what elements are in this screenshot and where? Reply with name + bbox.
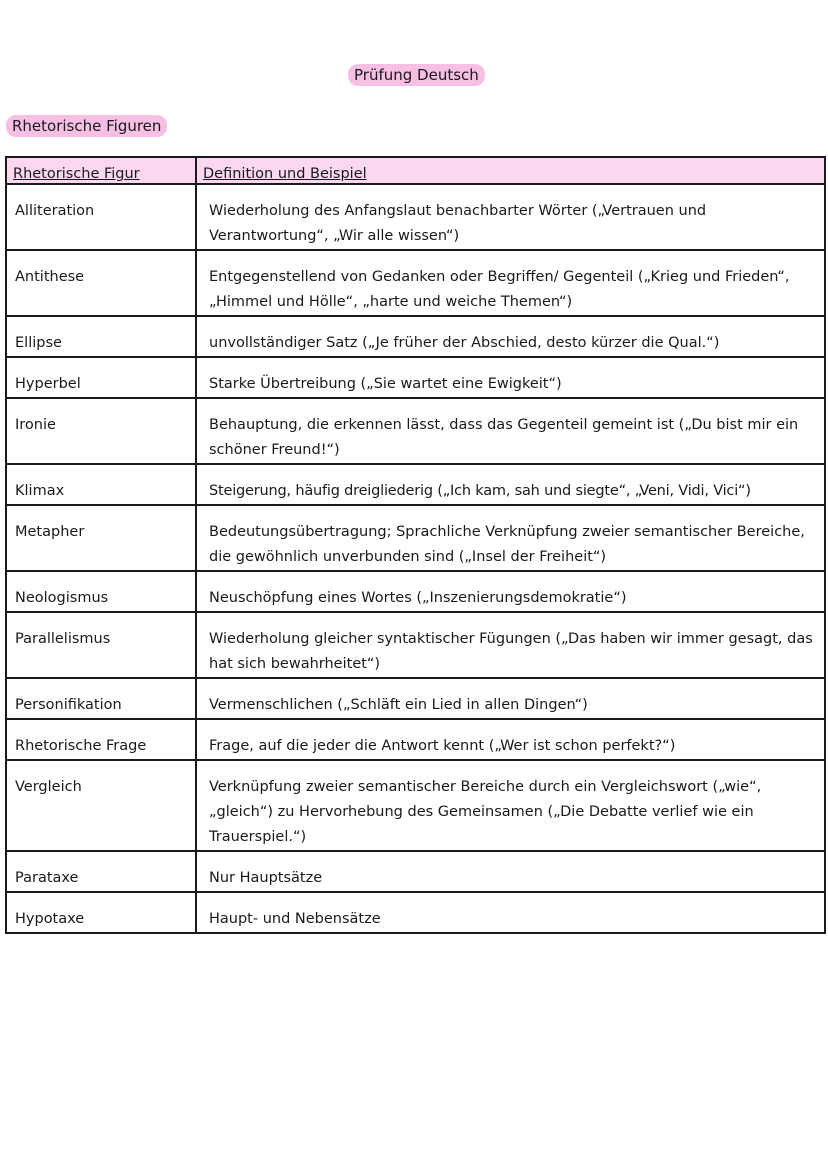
figure-name: Rhetorische Frage <box>6 719 196 760</box>
table-row <box>6 316 825 357</box>
column-header-figure: Rhetorische Figur <box>6 157 196 184</box>
figure-definition: Entgegenstellend von Gedanken oder Begriffen/ Gegenteil („Krieg und Frieden“, „Himmel und Hölle“, „harte und weiche Themen“) <box>196 250 825 316</box>
rhetoric-table <box>5 156 826 934</box>
table-row <box>6 184 825 250</box>
table-row <box>6 464 825 505</box>
figure-definition: Bedeutungsübertragung; Sprachliche Verknüpfung zweier semantischer Bereiche, die gewöhnlich unverbunden sind („Insel der Freiheit“) <box>196 505 825 571</box>
figure-definition: unvollständiger Satz („Je früher der Abschied, desto kürzer die Qual.“) <box>196 316 825 357</box>
table-row <box>6 398 825 464</box>
table-row <box>6 678 825 719</box>
figure-name: Antithese <box>6 250 196 316</box>
figure-definition: Vermenschlichen („Schläft ein Lied in allen Dingen“) <box>196 678 825 719</box>
figure-name: Parataxe <box>6 851 196 892</box>
table-row <box>6 250 825 316</box>
figure-name: Neologismus <box>6 571 196 612</box>
figure-name: Alliteration <box>6 184 196 250</box>
table-row <box>6 571 825 612</box>
figure-definition: Frage, auf die jeder die Antwort kennt („Wer ist schon perfekt?“) <box>196 719 825 760</box>
figure-definition: Verknüpfung zweier semantischer Bereiche durch ein Vergleichswort („wie“, „gleich“) zu Hervorhebung des Gemeinsamen („Die Debatte verlief wie ein Trauerspiel.“) <box>196 760 825 851</box>
figure-definition: Wiederholung gleicher syntaktischer Fügungen („Das haben wir immer gesagt, das hat sich bewahrheitet“) <box>196 612 825 678</box>
table-row <box>6 851 825 892</box>
figure-name: Ellipse <box>6 316 196 357</box>
figure-name: Parallelismus <box>6 612 196 678</box>
figure-name: Hyperbel <box>6 357 196 398</box>
figure-definition: Nur Hauptsätze <box>196 851 825 892</box>
figure-name: Metapher <box>6 505 196 571</box>
table-row <box>6 505 825 571</box>
table-row <box>6 892 825 933</box>
table-row <box>6 760 825 851</box>
figure-definition: Behauptung, die erkennen lässt, dass das Gegenteil gemeint ist („Du bist mir ein schöner Freund!“) <box>196 398 825 464</box>
column-header-definition: Definition und Beispiel <box>196 157 825 184</box>
table-row <box>6 612 825 678</box>
figure-name: Hypotaxe <box>6 892 196 933</box>
figure-name: Personifikation <box>6 678 196 719</box>
figure-definition: Wiederholung des Anfangslaut benachbarter Wörter („Vertrauen und Verantwortung“, „Wir alle wissen“) <box>196 184 825 250</box>
table-row <box>6 357 825 398</box>
section-heading: Rhetorische Figuren <box>6 115 167 137</box>
figure-definition: Haupt- und Nebensätze <box>196 892 825 933</box>
figure-name: Ironie <box>6 398 196 464</box>
figure-name: Vergleich <box>6 760 196 851</box>
table-header-row <box>6 157 825 184</box>
figure-name: Klimax <box>6 464 196 505</box>
table-row <box>6 719 825 760</box>
figure-definition: Steigerung, häufig dreigliederig („Ich kam, sah und siegte“, „Veni, Vidi, Vici“) <box>196 464 825 505</box>
page-title: Prüfung Deutsch <box>348 64 485 86</box>
figure-definition: Starke Übertreibung („Sie wartet eine Ewigkeit“) <box>196 357 825 398</box>
figure-definition: Neuschöpfung eines Wortes („Inszenierungsdemokratie“) <box>196 571 825 612</box>
